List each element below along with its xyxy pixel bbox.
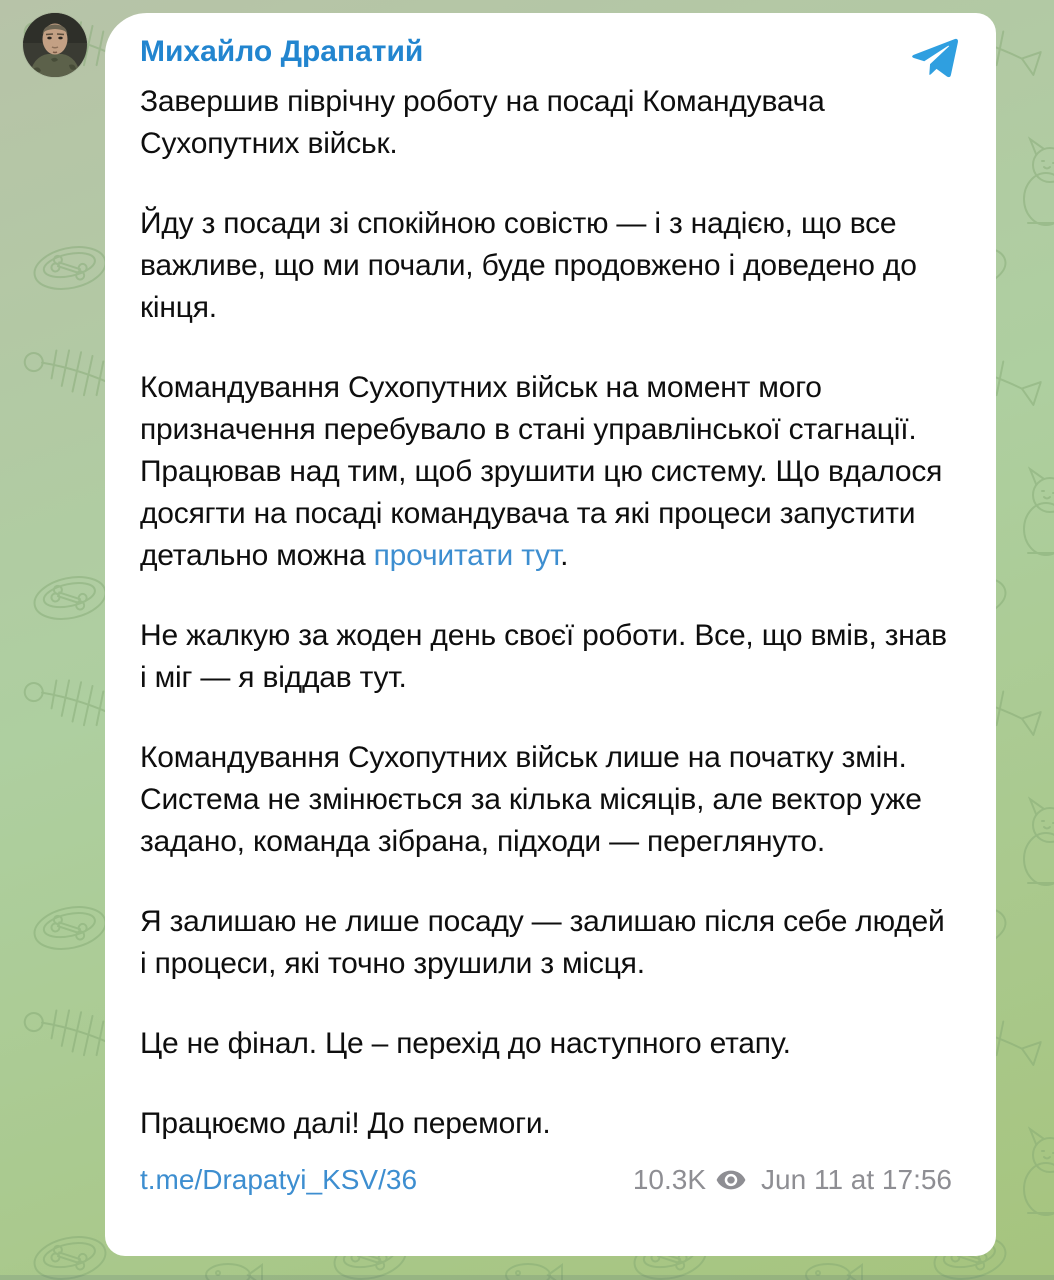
paragraph-text: Командування Сухопутних військ на момент мого призначення перебувало в стані управлінської стагнації. Працював над тим, щоб зрушити цю систему. Що вдалося досягти на посаді командувача та які процеси запустити детально можна: [140, 371, 943, 572]
views-eye-icon: [715, 1164, 747, 1196]
paragraph-text: Не жалкую за жоден день своєї роботи. Все, що вмів, знав і міг — я віддав тут.: [140, 619, 947, 694]
message-date: Jun 11 at 17:56: [761, 1164, 952, 1195]
inline-link[interactable]: прочитати тут: [373, 539, 561, 572]
message-paragraph: [140, 901, 952, 985]
post-link[interactable]: t.me/Drapatyi_KSV/36: [140, 1164, 418, 1195]
views-group: [633, 1163, 747, 1197]
message-paragraph: [140, 737, 952, 863]
message-footer: [140, 1163, 952, 1197]
channel-avatar[interactable]: [23, 13, 87, 77]
paragraph-text: Командування Сухопутних військ лише на початку змін. Система не змінюється за кілька місяців, але вектор уже задано, команда зібрана, підходи — переглянуто.: [140, 741, 922, 858]
paragraph-text: .: [560, 539, 569, 572]
avatar-portrait-icon: [23, 13, 87, 77]
views-count: 10.3K: [632, 1164, 707, 1195]
paragraph-text: Я залишаю не лише посаду — залишаю після себе людей і процеси, які точно зрушили з місця.: [140, 905, 945, 980]
message-paragraph: [140, 367, 952, 577]
message-paragraph: [140, 81, 952, 165]
message-paragraph: [140, 1103, 952, 1145]
telegram-plane-icon: [910, 35, 960, 81]
message-meta: [633, 1163, 952, 1197]
bottom-edge-divider: [0, 1275, 1054, 1280]
message-bubble: [105, 13, 996, 1256]
paragraph-text: Це не фінал. Це – перехід до наступного етапу.: [140, 1027, 791, 1060]
paragraph-text: Завершив піврічну роботу на посаді Командувача Сухопутних військ.: [140, 85, 825, 160]
paragraph-text: Працюємо далі! До перемоги.: [140, 1107, 551, 1140]
message-paragraph: [140, 203, 952, 329]
message-paragraph: [140, 615, 952, 699]
channel-name[interactable]: Михайло Драпатий: [140, 35, 424, 68]
message-text: [140, 81, 952, 1145]
paragraph-text: Йду з посади зі спокійною совістю — і з надією, що все важливе, що ми почали, буде продовжено і доведено до кінця.: [140, 207, 917, 324]
message-paragraph: [140, 1023, 952, 1065]
